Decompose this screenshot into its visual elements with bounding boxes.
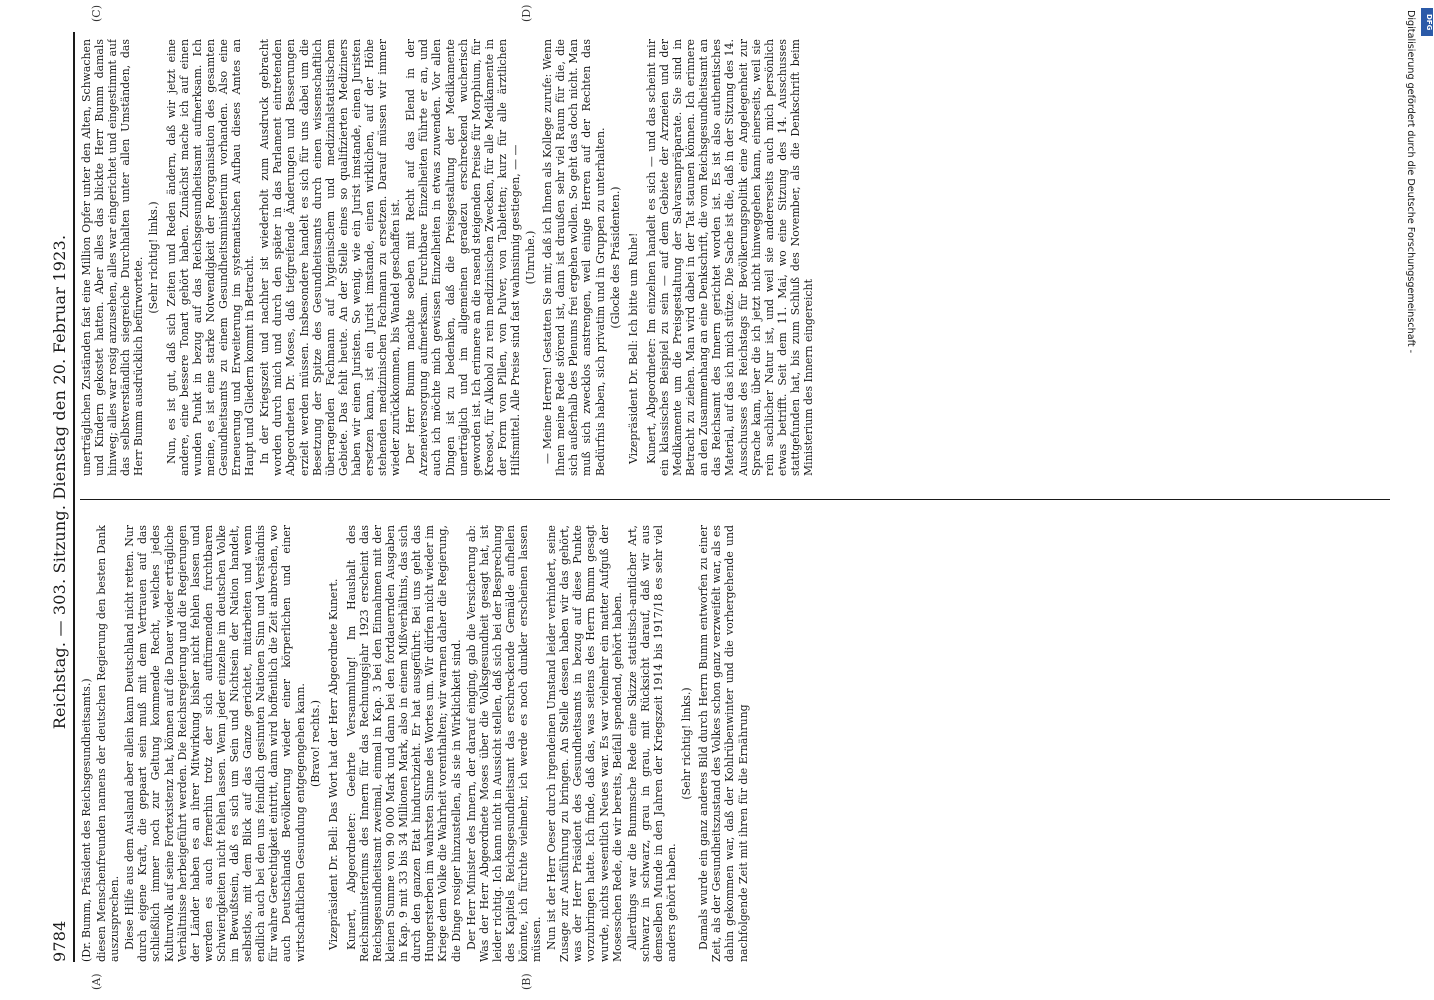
page-title: Reichstag. — 303. Sitzung. Dienstag den 20. Februar 1923. [50,234,69,730]
speaker-note: (Dr. Bumm, Präsident des Reichsgesundheitsamts.) [80,678,93,962]
paragraph: Nun, es ist gut, daß sich Zeiten und Reden ändern, daß wir jetzt eine andere, eine bessere Tonart gehört haben. Zunächst mache ich auf einen wunden Punkt in bezug auf das Reichsgesundheitsamt aufmerksam. Ich meine, es ist eine starke Notwendigkeit der Reorganisation des gesamten Gesundheitsamts zu einem Gesundheitsministerium vorhanden. Also eine Erneuerung und Erweiterung im systematischen Aufbau dieses Amtes an Haupt und Gliedern kommt in Betracht. [164,39,257,476]
page-header [50,32,72,962]
paragraph: Damals wurde ein ganz anderes Bild durch Herrn Bumm entworfen zu einer Zeit, als der Gesundheitszustand des Volkes schon ganz verzweifelt war, als es dahin gekommen war, daß der Kohlrübenwinter und die vorhergehende und nachfolgende Zeit mit ihren für die Ernährung [697,525,750,962]
paragraph: Kunert, Abgeordneter: Im einzelnen handelt es sich — und das scheint mir ein klassisches Beispiel zu sein — auf dem Gebiete der Arzneien und der Medikamente um die Preisgestaltung der Salvarsanpräparate. Sie sind in Betracht zu ziehen. Man wird dabei in der Tat staunen können. Ich erinnere an den Zusammenhang an eine Denkschrift, die vom Reichsgesundheitsamt an das Reichsamt des Innern gerichtet worden ist. Es ist also authentisches Material, auf das ich mich stütze. Die Sache ist die, daß in der Sitzung des 14. Ausschusses des Reichstags für Bevölkerungspolitik eine Angelegenheit zur Sprache kam, über die ich jetzt nicht hinweggehen kann, einerseits, weil sie rein sachlicher Natur ist, und weil sie andererseits auch mich persönlich etwas betrifft. Seit dem 11. Mai, wo eine Sitzung des 14. Ausschusses stattgefunden hat, bis zum Schluß des November, als die Denkschrift beim Ministerium des Innern eingereicht [644,39,815,476]
margin-marker-d: (D) [520,4,533,22]
paragraph: Der Herr Minister des Innern, der darauf einging, gab die Versicherung ab: Was der Herr Abgeordnete Moses über die Volksgesundheit gesagt hat, ist leider richtig. Ich kann nicht in Aussicht stellen, daß sich bei der Besprechung des Kapitels Reichsgesundheitsamt das erschreckende Gemälde aufhellen könnte, ich fürchte vielmehr, ich werde es noch dunkler erscheinen lassen müssen. [464,525,544,962]
paragraph: unerträglichen Zuständen fast eine Million Opfer unter den Alten, Schwachen und Kindern gekostet hatten. Aber alles das blickte Herr Bumm damals hinweg; alles war rosig anzusehen, alles war eingerichtet und eingestimmt auf das selbstverständlich siegreiche Durchhalten unter allen Umständen, das Herr Bumm ausdrücklich befürwortete. [80,39,146,476]
right-column [80,39,1400,476]
rotated-scanned-page [50,4,1410,990]
left-column [80,525,1400,962]
digitization-credit [1400,10,1432,990]
paragraph: In der Kriegszeit und nachher ist wiederholt zum Ausdruck gebracht worden durch mich und durch den später in das Parlament eintretenden Abgeordneten Dr. Moses, daß tiefgreifende Änderungen und Besserungen erzielt werden müssen. Insbesondere handelt es sich für uns dabei um die Besetzung der Spitze des Gesundheitsamts durch einen wissenschaftlich überragenden Fachmann auf hygienischem und medizinalstatistischem Gebiete. Das fehlt heute. An der Stelle eines so qualifizierten Mediziners haben wir einen Juristen. So wenig, wie ein Jurist imstande, einen Juristen ersetzen kann, ist ein Jurist imstande, einen wirklichen, auf der Höhe stehenden medizinischen Fachmann zu ersetzen. Darauf müssen wir immer wieder zurückkommen, bis Wandel geschaffen ist. [258,39,403,476]
interjection: (Sehr richtig! links.) [680,687,694,800]
margin-marker-c: (C) [90,5,103,22]
column-divider [80,499,1390,500]
paragraph: diesen Menschenfreunden namens der deutschen Regierung den besten Dank auszusprechen. [95,525,122,962]
interjection: (Bravo! rechts.) [308,700,322,787]
margin-marker-b: (B) [520,973,533,990]
interjection: (Sehr richtig! links.) [147,201,161,314]
page-number: 9784 [50,920,69,962]
dfg-logo: DFG [1421,8,1433,36]
paragraph: — Meine Herren! Gestatten Sie mir, daß ich Ihnen als Kollege zurufe: Wenn Ihnen meine Rede störend ist, dann ist draußen sehr viel Raum für die, die sich außerhalb des Plenums frei ergehen wollen. So geht das doch nicht. Man muß sich zwecklos anstrengen, weil einige Herren auf der Rechten das Bedürfnis haben, sich privatim und in Gruppen zu unterhalten. [541,39,607,476]
interjection: (Glocke des Präsidenten.) [608,186,622,329]
paragraph: Kunert, Abgeordneter: Geehrte Versammlung! Im Haushalt des Reichsministeriums des Innern für das Rechnungsjahr 1923 erscheint das Reichsgesundheitsamt zweimal, einmal in Kap. 3 bei den Einnahmen mit der kleinen Summe von 90 000 Mark und dann bei den fortdauernden Ausgaben in Kap. 9 mit 33 bis 34 Millionen Mark, also in einem Mißverhältnis, das sich durch den ganzen Etat hindurchzieht. Er hat ausgeführt: Bei uns geht das Hungersterben im wahrsten Sinne des Wortes um. Wir dürfen nicht wieder im Kriege dem Volke die Wahrheit vorenthalten; wir warnen daher die Regierung, die Dinge rosiger hinzustellen, als sie in Wirklichkeit sind. [344,525,463,962]
header-rule [73,32,75,962]
paragraph: Allerdings war die Bummsche Rede eine Skizze statistisch-amtlicher Art, schwarz in schwarz, grau in grau, mit Rücksicht darauf, daß wir aus demselben Munde in den Jahren der Kriegszeit 1914 bis 1917/18 es sehr viel anders gehört haben. [625,525,679,962]
speaker-line: Vizepräsident Dr. Bell: Das Wort hat der Herr Abgeordnete Kunert. [326,578,340,950]
paragraph: Diese Hilfe aus dem Ausland aber allein kann Deutschland nicht retten. Nur durch eigene Kraft, die gepaart sein muß mit dem Vertrauen auf das schließlich immer noch zur Geltung kommende Recht, welches jedes Kulturvolk auf seine Fortexistenz hat, können auf die Dauer wieder erträgliche Verhältnisse herbeigeführt werden. Die Reichsregierung und die Regierungen der Länder haben es an ihrer Mitwirkung bisher nicht fehlen lassen und werden es auch fernerhin trotz der sich auftürmenden furchtbaren Schwierigkeiten nicht fehlen lassen. Wenn jeder einzelne im deutschen Volke im Bewußtsein, daß es sich um Sein und Nichtsein der Nation handelt, selbstlos, mit dem Blick auf das Ganze gerichtet, mitarbeiten und wenn endlich auch bei den uns feindlich gesinnten Nationen Sinn und Verständnis für wahre Gerechtigkeit eintritt, dann wird hoffentlich die Zeit anbrechen, wo auch Deutschlands Bevölkerung wieder einer körperlichen und einer wirtschaftlichen Gesundung entgegengehen kann. [123,525,307,962]
margin-marker-a: (A) [90,973,103,990]
speaker-line: Vizepräsident Dr. Bell: Ich bitte um Ruhe! [626,232,640,464]
paragraph: Der Herr Bumm machte soeben mit Recht auf das Elend in der Arzeneiversorgung aufmerksam. Furchtbare Einzelheiten führte er an, und auch ich möchte mich gewissen Einzelheiten in etwas zuwenden. Vor allen Dingen ist zu bedenken, daß die Preisgestaltung der Medikamente unerträglich und im allgemeinen geradezu erschreckend wucherisch geworden ist. Ich erinnere an die rasend steigenden Preise für Morphium, für Kreosot, für Alkohol zu rein medizinischen Zwecken, für alle Medikamente in der Form von Pillen, von Pulver, von Tabletten; kurz für alle ärztlichen Hilfsmittel. Alle Preise sind fast wahnsinnig gestiegen, — — [404,39,522,476]
paragraph: Nun ist der Herr Oeser durch irgendeinen Umstand leider verhindert, seine Zusage zur Ausführung zu bringen. An Stelle dessen haben wir das gehört, was der Herr Präsident des Gesundheitsamts in bezug auf diese Punkte vorzubringen hatte. Ich finde, daß das, was seitens des Herrn Bumm gesagt wurde, nichts wesentlich Neues war. Es war vielmehr ein matter Aufguß der Mosesschen Rede, die wir bereits, Beifall spendend, gehört haben. [545,525,624,962]
interjection: (Unruhe.) [524,230,538,285]
credit-text: Digitalisierung gefördert durch die Deutsche Forschungsgemeinschaft - [1405,10,1416,354]
